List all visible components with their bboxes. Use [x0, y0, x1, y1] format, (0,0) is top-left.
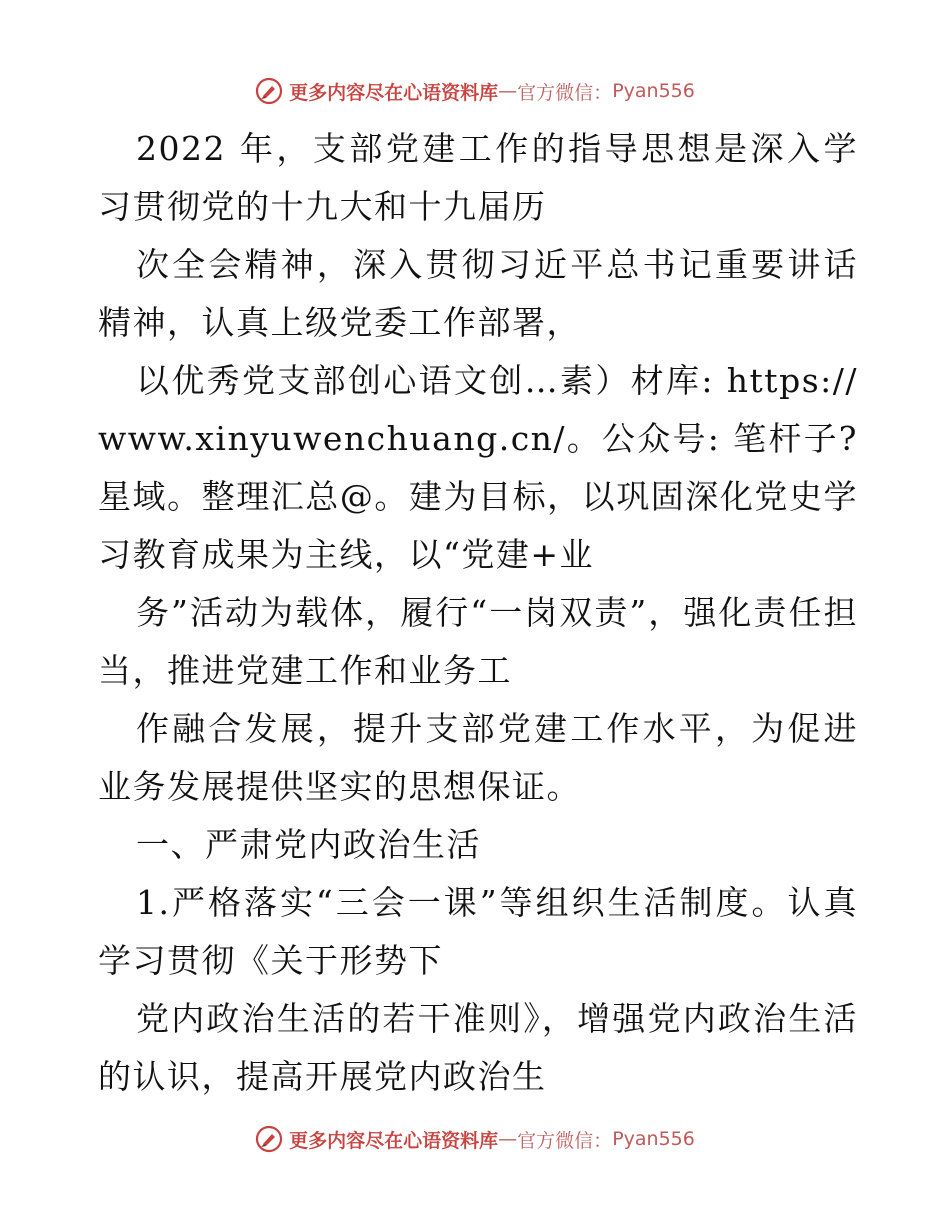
watermark-main-text: 更多内容尽在心语资料库	[289, 81, 499, 104]
brand-logo-icon	[255, 77, 283, 105]
watermark-wechat-label: 官方微信：	[517, 1129, 613, 1152]
watermark-main-text: 更多内容尽在心语资料库	[289, 1129, 499, 1152]
paragraph-6: 1.严格落实“三会一课”等组织生活制度。认真学习贯彻《关于形势下	[98, 883, 858, 980]
section-heading-1: 一、严肃党内政治生活	[136, 825, 481, 864]
watermark-wechat-label: 官方微信：	[517, 81, 613, 104]
paragraph-4: 务”活动为载体，履行“一岗双责”，强化责任担当，推进党建工作和业务工	[98, 593, 858, 690]
footer-watermark	[0, 1119, 950, 1159]
paragraph-1: 2022 年，支部党建工作的指导思想是深入学习贯彻党的十九大和十九届历	[98, 129, 858, 226]
paragraph-2: 次全会精神，深入贯彻习近平总书记重要讲话精神，认真上级党委工作部署，	[98, 245, 858, 342]
paragraph-3: 以优秀党支部创心语文创…素）材库: https://www.xinyuwenchuang.cn/。公众号: 笔杆子?星域。整理汇总@。建为目标，以巩固深化党史学习教育成果为主线，以“党建+业	[98, 361, 858, 574]
paragraph-7: 党内政治生活的若干准则》，增强党内政治生活的认识，提高开展党内政治生	[98, 999, 858, 1096]
watermark-separator: —	[498, 80, 518, 102]
document-body	[98, 120, 858, 1106]
paragraph-5: 作融合发展，提升支部党建工作水平，为促进业务发展提供坚实的思想保证。	[98, 709, 858, 806]
header-watermark	[0, 71, 950, 111]
watermark-wechat-id: Pyan556	[612, 80, 695, 102]
watermark-wechat-id: Pyan556	[612, 1128, 695, 1150]
brand-logo-icon	[255, 1125, 283, 1153]
watermark-separator: —	[498, 1128, 518, 1150]
